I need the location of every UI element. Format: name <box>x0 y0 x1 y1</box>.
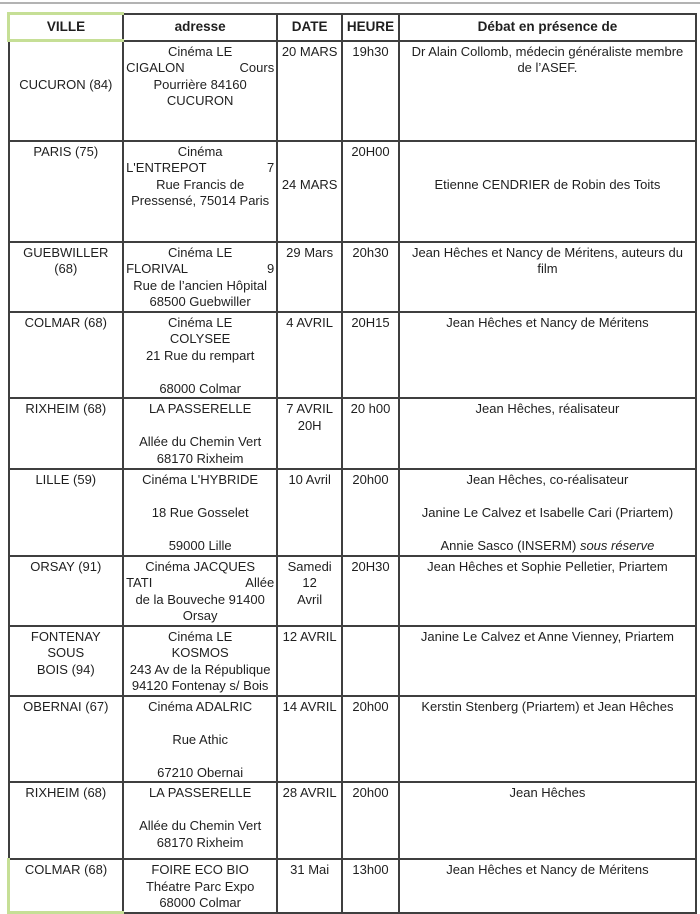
cell-ville <box>9 696 124 783</box>
cell-line: LILLE (59) <box>35 472 97 487</box>
table-row <box>9 312 697 399</box>
cell-line: 12 AVRIL <box>282 628 337 644</box>
cell-line: FONTENAY SOUS <box>30 628 101 660</box>
cell-line: 20H30 <box>351 558 390 574</box>
cell-line: Cinéma ADALRIC <box>148 698 253 714</box>
column-header-debat: Débat en présence de <box>399 14 696 41</box>
cell-heure <box>342 626 399 696</box>
cell-line: Janine Le Calvez et Isabelle Cari (Priartem) <box>421 505 674 520</box>
cell-line: LA PASSERELLE <box>148 785 252 800</box>
cell-line: Rue Francis de <box>156 176 245 192</box>
cell-line: KOSMOS <box>171 645 229 660</box>
cell-line: 20 MARS <box>281 43 338 59</box>
cell-debat <box>399 556 696 626</box>
cell-date <box>277 312 342 399</box>
cell-line <box>405 489 690 506</box>
cell-line: Cinéma JACQUES <box>145 558 256 574</box>
cell-heure <box>342 556 399 626</box>
cell-line: Avril <box>297 591 323 607</box>
cell-ville <box>9 556 124 626</box>
cell-heure <box>342 398 399 469</box>
table-row <box>9 141 697 242</box>
cell-line <box>12 44 121 61</box>
table-row <box>9 696 697 783</box>
cell-line: Kerstin Stenberg (Priartem) et Jean Hêches <box>421 698 674 714</box>
cell-ville <box>9 312 124 399</box>
cell-line <box>126 802 274 819</box>
cell-heure <box>342 859 399 913</box>
cell-line: COLMAR (68) <box>24 862 108 877</box>
cell-line: 20h30 <box>352 244 389 260</box>
cell-debat <box>399 626 696 696</box>
cell-date <box>277 41 342 141</box>
cell-line: Cinéma LE <box>167 314 233 330</box>
cell-line: 20h00 <box>352 785 389 800</box>
cell-line: Pourrière 84160 <box>153 76 247 92</box>
column-header-heure: HEURE <box>342 14 399 41</box>
cell-line: 20H <box>297 417 322 433</box>
cell-date <box>277 398 342 469</box>
cell-line: 20H00 <box>351 143 390 159</box>
cell-ville <box>9 626 124 696</box>
cell-line: Samedi 12 <box>287 558 332 590</box>
cell-heure <box>342 696 399 783</box>
cell-line: Jean Hêches et Sophie Pelletier, Priartem <box>427 558 668 574</box>
cell-line: Rue Athic <box>172 731 228 747</box>
cell-line: 67210 Obernai <box>157 764 244 780</box>
table-row <box>9 398 697 469</box>
cell-line: RIXHEIM (68) <box>25 785 107 800</box>
cell-line <box>126 489 274 506</box>
cell-heure <box>342 242 399 312</box>
column-header-ville: VILLE <box>9 14 124 41</box>
cell-line: FLORIVAL 9 <box>126 261 275 276</box>
cell-line: 31 Mai <box>290 862 330 877</box>
cell-adresse <box>123 141 277 242</box>
cell-line: 13h00 <box>352 862 389 877</box>
cell-ville <box>9 41 124 141</box>
cell-line: TATI Allée <box>126 575 275 590</box>
cell-line: RIXHEIM (68) <box>25 401 107 416</box>
table-row <box>9 782 697 859</box>
cell-line: 68000 Colmar <box>159 895 241 910</box>
cell-date <box>277 782 342 859</box>
cell-line: 68000 Colmar <box>159 380 241 396</box>
cell-line <box>12 61 121 78</box>
cell-line: 10 Avril <box>288 472 331 487</box>
cell-line: 68500 Guebwiller <box>149 294 251 309</box>
cell-line <box>126 364 274 381</box>
cell-adresse <box>123 242 277 312</box>
cell-debat <box>399 398 696 469</box>
cell-line: GUEBWILLER (68) <box>23 244 109 276</box>
page-top-rule <box>0 2 700 4</box>
cell-debat <box>399 242 696 312</box>
cell-line: 29 Mars <box>286 244 334 260</box>
cell-line: L'ENTREPOT 7 <box>126 160 275 175</box>
cell-adresse <box>123 859 277 913</box>
cell-line <box>126 748 274 765</box>
cell-line: Etienne CENDRIER de Robin des Toits <box>434 176 661 192</box>
cell-line: CUCURON (84) <box>19 77 113 92</box>
cell-heure <box>342 141 399 242</box>
cell-debat <box>399 469 696 556</box>
cell-heure <box>342 312 399 399</box>
cell-date <box>277 626 342 696</box>
cell-adresse <box>123 469 277 556</box>
cell-line: COLYSEE <box>169 331 231 346</box>
table-row <box>9 41 697 141</box>
cell-line <box>280 144 339 161</box>
cell-line: 24 MARS <box>281 176 338 192</box>
cell-line: FOIRE ECO BIO <box>151 862 249 877</box>
cell-debat <box>399 782 696 859</box>
cell-line: 20H15 <box>351 314 390 330</box>
cell-line: BOIS (94) <box>36 661 95 677</box>
cell-line: Cinéma LE <box>167 43 233 59</box>
cell-line <box>126 522 274 539</box>
cell-date <box>277 696 342 783</box>
cell-line <box>405 144 690 161</box>
table-row <box>9 242 697 312</box>
cell-adresse <box>123 556 277 626</box>
cell-line <box>280 160 339 177</box>
cell-line: 28 AVRIL <box>282 785 337 800</box>
cell-ville <box>9 782 124 859</box>
cell-date <box>277 859 342 913</box>
cell-heure <box>342 469 399 556</box>
cell-adresse <box>123 312 277 399</box>
cell-adresse <box>123 696 277 783</box>
cell-line: Orsay <box>182 608 218 623</box>
cell-line: 20h00 <box>352 472 389 487</box>
cell-line: ORSAY (91) <box>30 558 102 574</box>
cell-ville <box>9 859 124 913</box>
cell-date <box>277 556 342 626</box>
cell-line: 19h30 <box>352 43 389 59</box>
table-body <box>9 41 697 913</box>
header-row <box>9 14 697 41</box>
cell-ville <box>9 141 124 242</box>
table-row <box>9 859 697 913</box>
cell-line: Jean Hêches, co-réalisateur <box>466 472 629 487</box>
cell-line: PARIS (75) <box>33 143 99 159</box>
cell-line <box>126 418 274 435</box>
cell-line: Jean Hêches, réalisateur <box>475 401 620 416</box>
cell-line: 4 AVRIL <box>286 314 334 330</box>
cell-ville <box>9 242 124 312</box>
cell-adresse <box>123 626 277 696</box>
cell-line: Allée du Chemin Vert <box>139 434 262 449</box>
cell-line: Cinéma LE <box>167 244 233 260</box>
cell-line: Rue de l’ancien Hôpital <box>133 277 267 293</box>
cell-adresse <box>123 782 277 859</box>
cell-line: CIGALON Cours <box>126 60 275 75</box>
cell-date <box>277 469 342 556</box>
cell-adresse <box>123 41 277 141</box>
column-header-adresse: adresse <box>123 14 277 41</box>
cell-debat <box>399 696 696 783</box>
table-header <box>9 14 697 41</box>
cell-line: 20h00 <box>352 698 389 714</box>
cell-line <box>405 160 690 177</box>
cell-line: Cinéma LE <box>167 628 233 644</box>
cell-date <box>277 141 342 242</box>
cell-ville <box>9 469 124 556</box>
cell-line <box>126 715 274 732</box>
cell-line: Pressensé, 75014 Paris <box>131 193 270 208</box>
cell-line: Jean Hêches et Nancy de Méritens <box>446 862 649 877</box>
cell-line: Annie Sasco (INSERM) sous réserve <box>440 538 655 553</box>
cell-line: CUCURON <box>166 93 234 108</box>
cell-line: 7 AVRIL <box>286 401 334 416</box>
cell-line: OBERNAI (67) <box>23 698 109 714</box>
cell-ville <box>9 398 124 469</box>
table-row <box>9 626 697 696</box>
cell-line: Allée du Chemin Vert <box>139 818 262 833</box>
cell-adresse <box>123 398 277 469</box>
cell-line: 243 Av de la République <box>129 661 271 677</box>
table-row <box>9 556 697 626</box>
cell-debat <box>399 41 696 141</box>
cell-line: Jean Hêches et Nancy de Méritens <box>446 314 649 330</box>
cell-line: 14 AVRIL <box>282 698 337 714</box>
cell-line: 68170 Rixheim <box>156 450 244 466</box>
cell-debat <box>399 312 696 399</box>
cell-line: LA PASSERELLE <box>148 401 252 416</box>
cell-line: 21 Rue du rempart <box>145 347 255 363</box>
cell-line: 94120 Fontenay s/ Bois <box>131 678 269 693</box>
cell-line: de la Bouveche 91400 <box>135 591 265 607</box>
cell-debat <box>399 859 696 913</box>
cell-line: Dr Alain Collomb, médecin généraliste membre de l’ASEF. <box>411 43 684 75</box>
cell-line: Jean Hêches <box>509 785 586 800</box>
cell-line: Cinéma L'HYBRIDE <box>142 472 259 487</box>
cell-line: 68170 Rixheim <box>156 834 244 850</box>
column-header-date: DATE <box>277 14 342 41</box>
cell-heure <box>342 41 399 141</box>
cell-debat <box>399 141 696 242</box>
schedule-table <box>7 12 697 914</box>
cell-line: Janine Le Calvez et Anne Vienney, Priartem <box>420 628 675 644</box>
cell-line: COLMAR (68) <box>24 314 107 330</box>
cell-line: 18 Rue Gosselet <box>151 505 249 520</box>
cell-line: 59000 Lille <box>168 538 232 553</box>
cell-line: 20 h00 <box>350 401 391 416</box>
cell-line: Jean Hêches et Nancy de Méritens, auteurs du film <box>411 244 683 276</box>
cell-line: Cinéma <box>177 143 223 159</box>
cell-date <box>277 242 342 312</box>
cell-line <box>405 522 690 539</box>
cell-line: Théatre Parc Expo <box>145 878 255 894</box>
table-row <box>9 469 697 556</box>
cell-heure <box>342 782 399 859</box>
